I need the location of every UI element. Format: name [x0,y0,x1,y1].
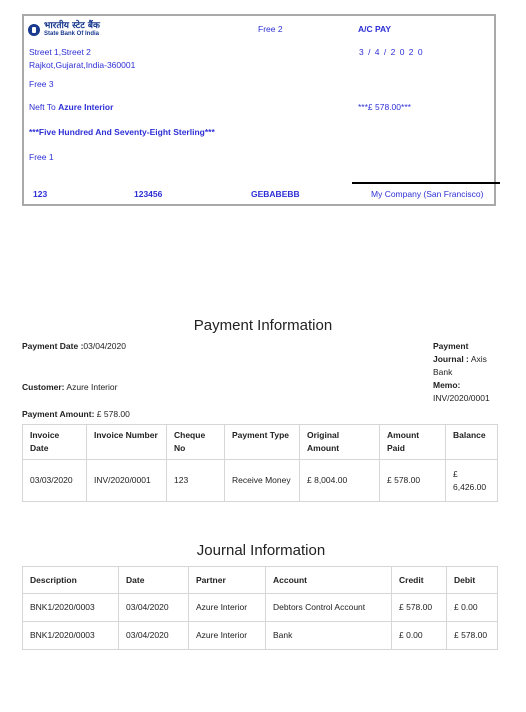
account-cell: Debtors Control Account [266,594,392,622]
memo-value: INV/2020/0001 [433,393,490,403]
ifsc-code: GEBABEBB [251,189,300,199]
invoice-date-cell: 03/03/2020 [23,460,87,502]
account-cell: Bank [266,622,392,650]
cheque-number: 123 [33,189,48,199]
col-cheque-no: Cheque No [167,425,225,460]
credit-cell: £ 0.00 [392,622,447,650]
cheque-free3: Free 3 [29,79,54,89]
cheque [22,14,496,206]
bank-name-english: State Bank Of India [44,31,100,37]
cheque-amount-box: ***£ 578.00*** [358,102,411,112]
neft-prefix: Neft To [29,102,59,112]
journal-info-title: Journal Information [196,542,326,559]
col-credit: Credit [392,567,447,594]
invoice-number-cell: INV/2020/0001 [87,460,167,502]
table-row [23,460,498,502]
col-invoice-number: Invoice Number [87,425,167,460]
debit-cell: £ 578.00 [447,622,498,650]
description-cell: BNK1/2020/0003 [23,594,119,622]
customer [22,381,117,394]
cheque-free2: Free 2 [258,24,283,34]
sbi-logo-icon [28,24,40,36]
cheque-amount-words: ***Five Hundred And Seventy-Eight Sterling*** [29,127,215,137]
col-original-amount: Original Amount [300,425,380,460]
col-payment-type: Payment Type [225,425,300,460]
payment-date-value: 03/04/2020 [83,341,126,351]
cheque-no-cell: 123 [167,460,225,502]
journal-table-header-row [23,567,498,594]
payment-info-title: Payment Information [193,317,333,334]
payment-table-header-row [23,425,498,460]
col-balance: Balance [446,425,498,460]
company-name: My Company (San Francisco) [371,189,484,199]
payment-date-label: Payment Date : [22,341,84,351]
cheque-payee-line [29,102,113,112]
partner-cell: Azure Interior [189,594,266,622]
cheque-ac-pay: A/C PAY [358,24,392,34]
payment-date [22,340,126,353]
payment-amount-label: Payment Amount: [22,409,95,419]
cheque-address-line1: Street 1,Street 2 [29,47,91,57]
bank-name-hindi: भारतीय स्टेट बैंक [44,21,100,31]
payment-journal-value-2: Bank [433,367,453,377]
payment-journal-value: Axis [470,354,487,364]
account-number: 123456 [134,189,163,199]
col-description: Description [23,567,119,594]
payment-type-cell: Receive Money [225,460,300,502]
description-cell: BNK1/2020/0003 [23,622,119,650]
customer-value: Azure Interior [66,382,118,392]
col-amount-paid: Amount Paid [380,425,446,460]
payment-table [22,424,498,502]
cheque-address-line2: Rajkot,Gujarat,India-360001 [29,60,136,70]
amount-paid-cell: £ 578.00 [380,460,446,502]
payee-name: Azure Interior [58,102,114,112]
date-cell: 03/04/2020 [119,594,189,622]
customer-label: Customer: [22,382,65,392]
balance-cell: £ 6,426.00 [446,460,498,502]
table-row [23,622,498,650]
signature-line [352,182,500,184]
partner-cell: Azure Interior [189,622,266,650]
original-amount-cell: £ 8,004.00 [300,460,380,502]
col-debit: Debit [447,567,498,594]
payment-journal-label-2: Journal : [433,354,469,364]
debit-cell: £ 0.00 [447,594,498,622]
table-row [23,594,498,622]
date-cell: 03/04/2020 [119,622,189,650]
col-partner: Partner [189,567,266,594]
payment-amount [22,408,130,421]
cheque-free1: Free 1 [29,152,54,162]
col-invoice-date: Invoice Date [23,425,87,460]
payment-amount-value: £ 578.00 [96,409,130,419]
cheque-date: 3 / 4 / 2 0 2 0 [359,47,424,57]
payment-journal-block [433,340,513,405]
col-account: Account [266,567,392,594]
journal-table [22,566,498,650]
col-date: Date [119,567,189,594]
memo-label: Memo: [433,380,461,390]
bank-logo [28,22,100,38]
credit-cell: £ 578.00 [392,594,447,622]
payment-journal-label-1: Payment [433,341,469,351]
